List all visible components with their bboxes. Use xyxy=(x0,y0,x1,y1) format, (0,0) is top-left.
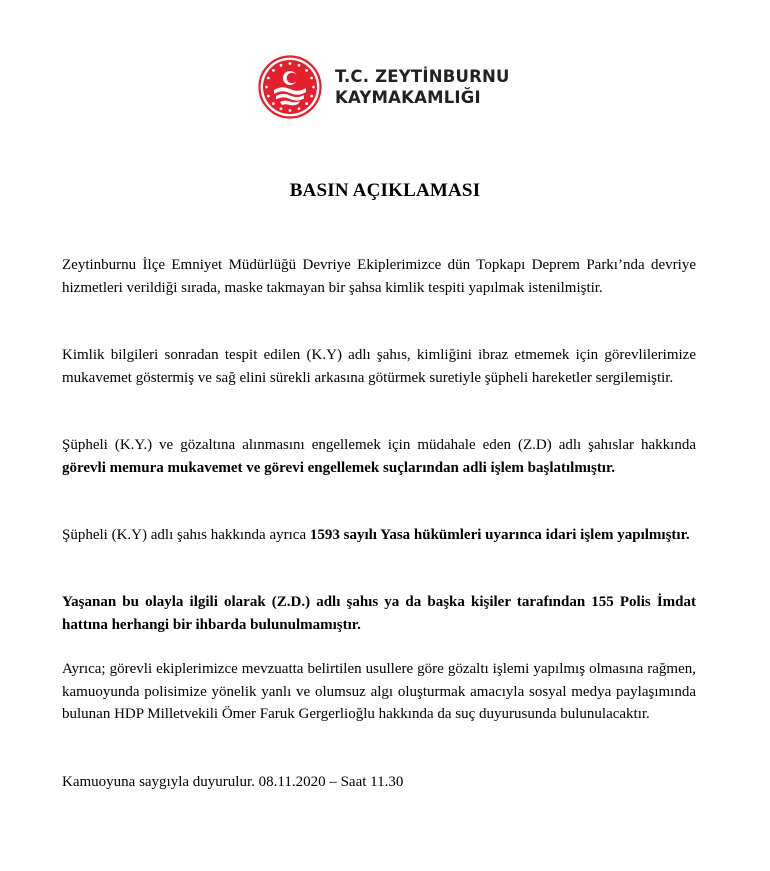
paragraph-6: Ayrıca; görevli ekiplerimizce mevzuatta belirtilen usullere göre gözaltı işlemi yapılmış olmasına rağmen, kamuoyunda polisimize yönelik yanlı ve olumsuz algı oluşturmak amacıyla sosyal medya paylaşımında bulunan HDP Milletvekili Ömer Faruk Gergerlioğlu hakkında da suç duyurusunda bulunulacaktır. xyxy=(62,661,696,722)
turkish-state-emblem-icon xyxy=(258,55,322,119)
organization-line-1: T.C. ZEYTİNBURNU xyxy=(335,67,510,86)
organization-line-2: KAYMAKAMLIĞI xyxy=(335,88,481,107)
paragraph-5 xyxy=(62,591,696,636)
paragraph-4-emphasis: 1593 sayılı Yasa hükümleri uyarınca idari işlem yapılmıştır. xyxy=(309,527,690,543)
paragraph-3 xyxy=(62,434,696,479)
closing-line: Kamuoyuna saygıyla duyurulur. 08.11.2020 – Saat 11.30 xyxy=(62,774,404,790)
paragraph-3-text: Şüpheli (K.Y.) ve gözaltına alınmasını engellemek için müdahale eden (Z.D) adlı şahıslar hakkında xyxy=(62,437,696,453)
paragraph-4 xyxy=(62,524,696,547)
paragraph-5-emphasis: Yaşanan bu olayla ilgili olarak (Z.D.) adlı şahıs ya da başka kişiler tarafından 155 Polis İmdat hattına herhangi bir ihbarda bulunulmamıştır. xyxy=(62,594,696,633)
document-title: BASIN AÇIKLAMASI xyxy=(289,180,481,201)
organization-name xyxy=(335,66,510,108)
letterhead xyxy=(258,54,510,120)
paragraph-4-text: Şüpheli (K.Y) adlı şahıs hakkında ayrıca xyxy=(62,527,310,543)
paragraph-1: Zeytinburnu İlçe Emniyet Müdürlüğü Devriye Ekiplerimizce dün Topkapı Deprem Parkı’nda devriye hizmetleri verildiği sırada, maske takmayan bir şahsa kimlik tespiti yapılmak istenilmiştir. xyxy=(62,257,696,296)
paragraph-3-emphasis: görevli memura mukavemet ve görevi engellemek suçlarından adli işlem başlatılmıştır. xyxy=(62,459,616,476)
paragraph-2: Kimlik bilgileri sonradan tespit edilen (K.Y) adlı şahıs, kimliğini ibraz etmemek için görevlilerimize mukavemet göstermiş ve sağ elini sürekli arkasına götürmek suretiyle şüpheli hareketler sergilemiştir. xyxy=(62,347,696,386)
